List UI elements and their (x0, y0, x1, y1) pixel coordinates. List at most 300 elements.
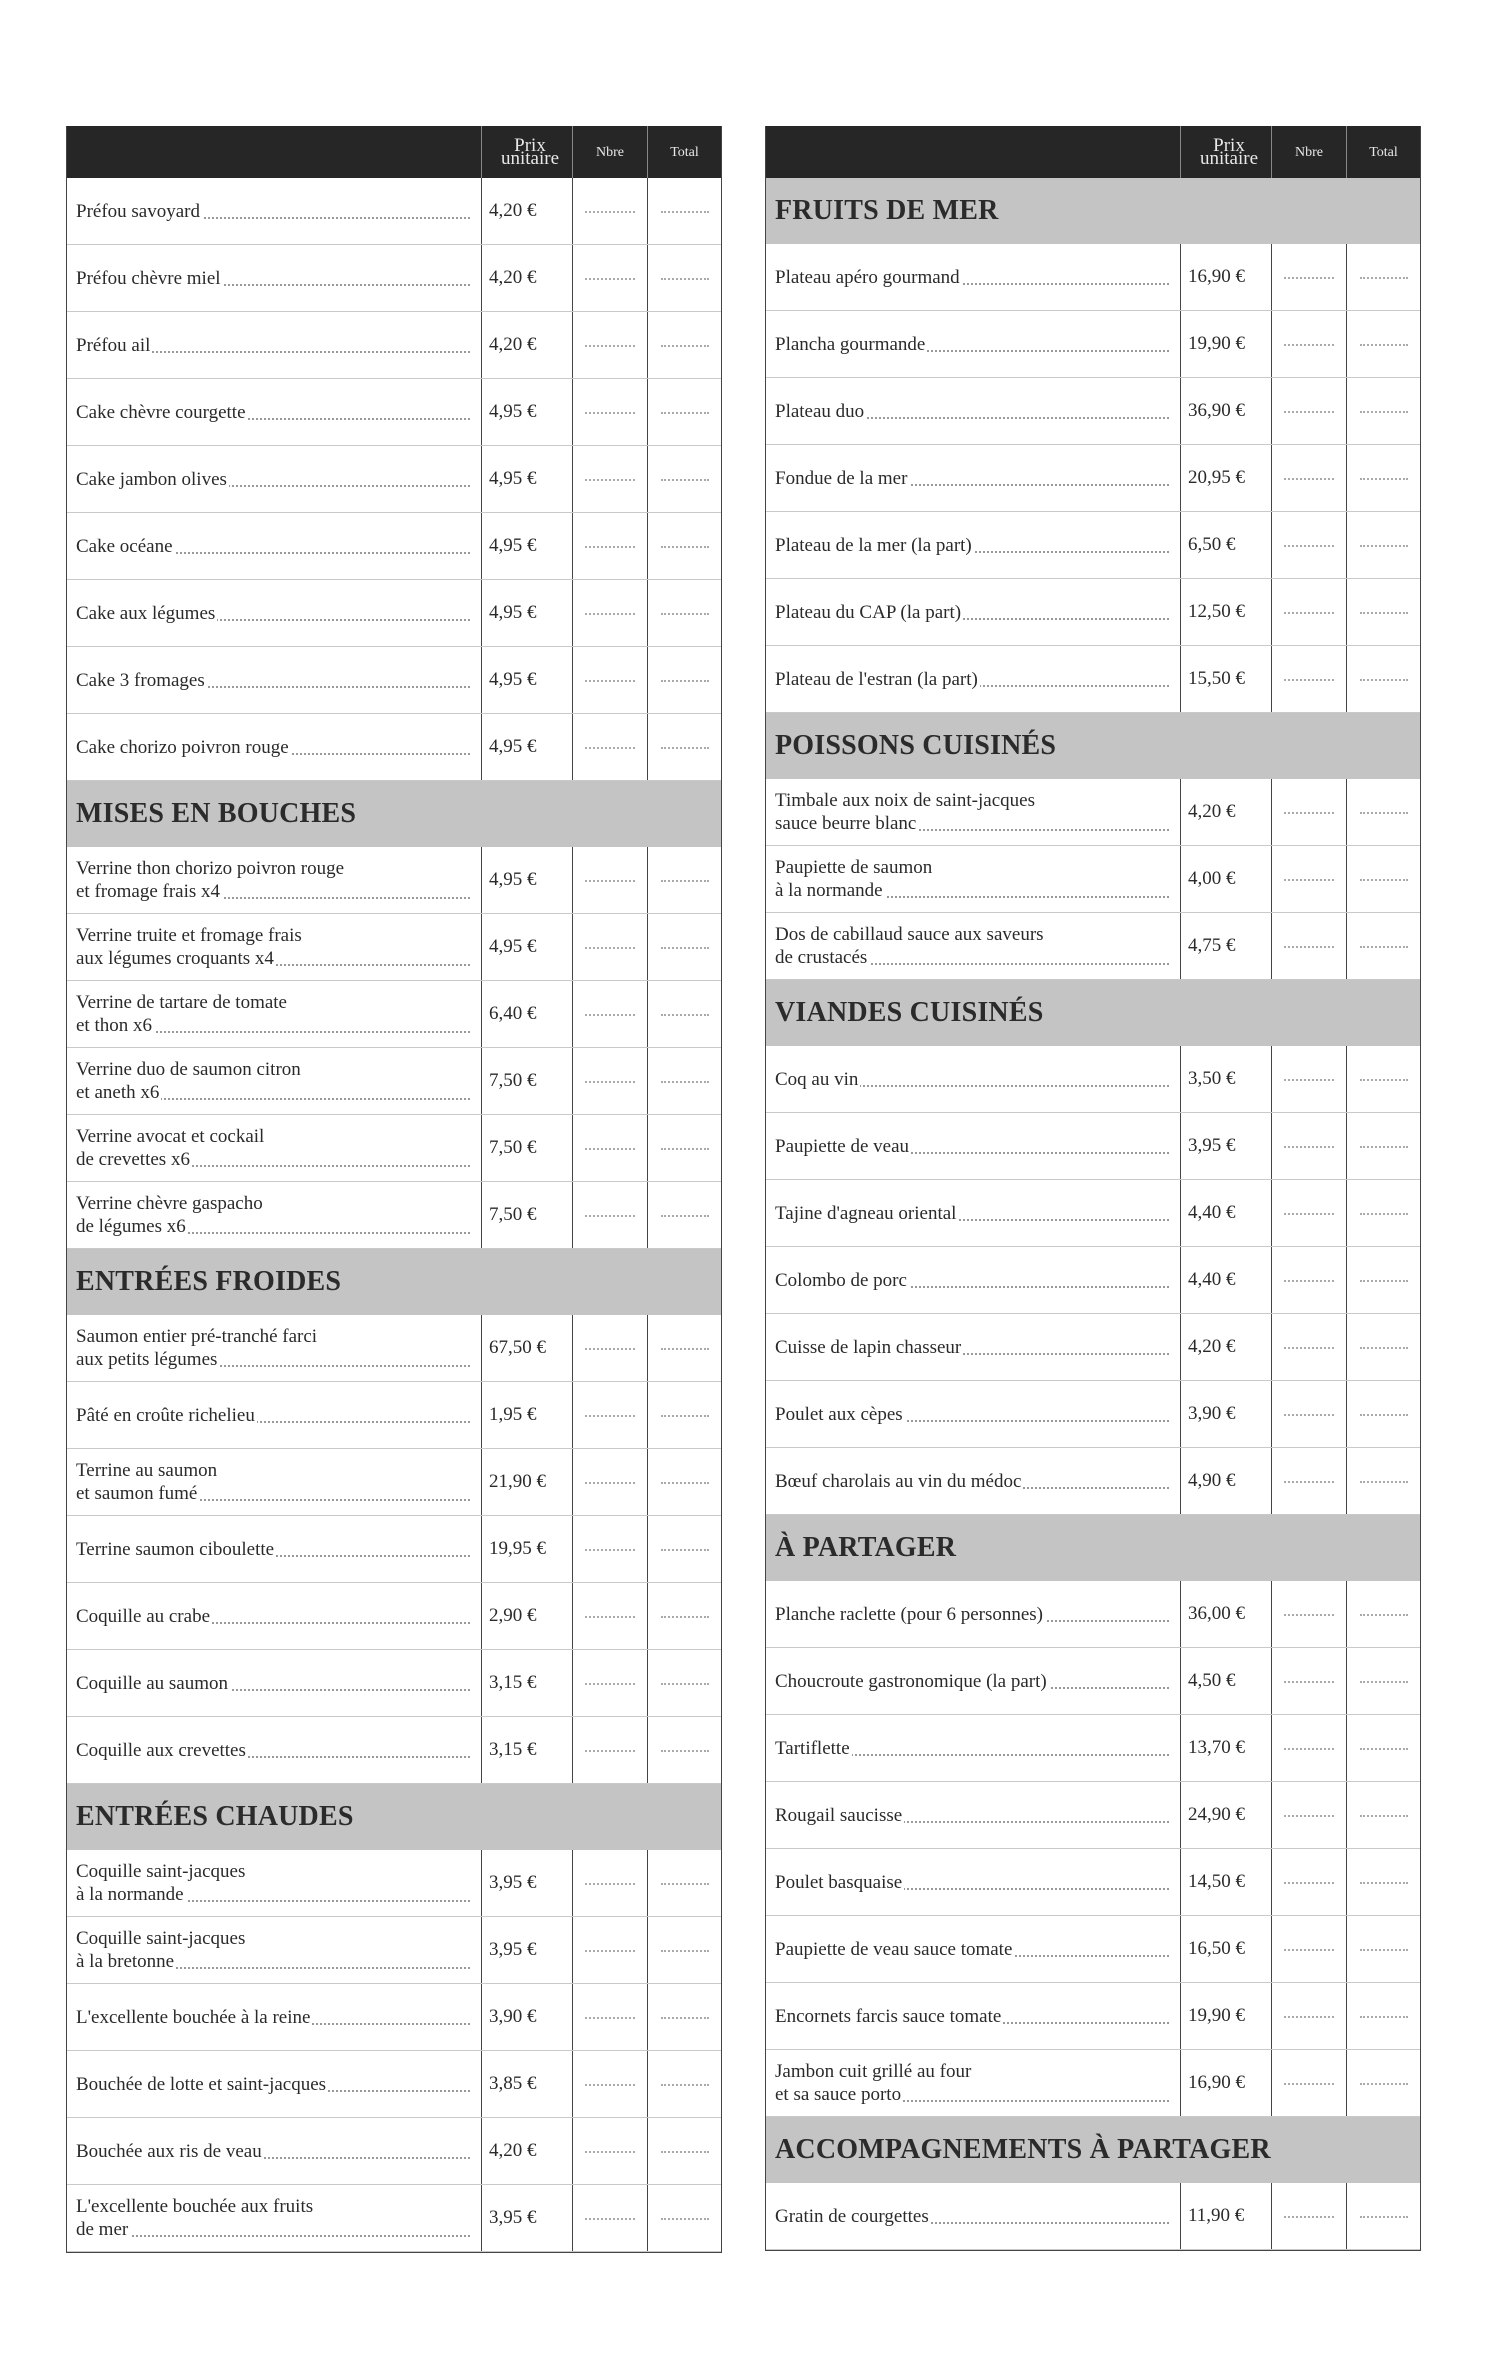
menu-item-row (766, 445, 1420, 512)
quantity-field[interactable] (1284, 1414, 1334, 1416)
quantity-field[interactable] (1284, 545, 1334, 547)
menu-item-name-cell (76, 1315, 470, 1381)
quantity-field[interactable] (585, 1883, 635, 1885)
menu-item-name: Cake chorizo poivron rouge (76, 736, 289, 758)
menu-item-row (67, 1717, 721, 1784)
quantity-field[interactable] (585, 680, 635, 682)
unit-price: 14,50 € (1188, 1871, 1245, 1892)
menu-item-row (67, 513, 721, 580)
total-field[interactable] (1360, 1882, 1408, 1884)
total-field[interactable] (1360, 344, 1408, 346)
header-quantity: Nbre (596, 144, 624, 160)
menu-item-name-cell (775, 378, 1169, 444)
menu-item-row (766, 1046, 1420, 1113)
total-field[interactable] (1360, 1815, 1408, 1817)
quantity-field[interactable] (585, 479, 635, 481)
quantity-field[interactable] (1284, 1079, 1334, 1081)
menu-item-name: Verrine avocat et cockail de crevettes x6 (76, 1126, 265, 1170)
total-field[interactable] (661, 412, 709, 414)
quantity-field[interactable] (1284, 2016, 1334, 2018)
section-header (766, 713, 1420, 779)
total-field[interactable] (1360, 411, 1408, 413)
menu-item-name: Plateau du CAP (la part) (775, 601, 962, 623)
unit-price: 6,50 € (1188, 534, 1236, 555)
quantity-field[interactable] (585, 1081, 635, 1083)
leader-dots (76, 2235, 470, 2237)
menu-item-row (67, 312, 721, 379)
unit-price: 16,90 € (1188, 266, 1245, 287)
unit-price: 4,95 € (489, 736, 537, 757)
total-field[interactable] (661, 2084, 709, 2086)
section-title: ENTRÉES FROIDES (76, 1266, 342, 1297)
menu-item-name: Coquille saint-jacques à la normande (76, 1861, 246, 1905)
menu-item-name-cell (775, 2050, 1169, 2116)
total-field[interactable] (1360, 1414, 1408, 1416)
menu-item-name: Encornets farcis sauce tomate (775, 2005, 1002, 2027)
quantity-field[interactable] (585, 1415, 635, 1417)
quantity-field[interactable] (1284, 1481, 1334, 1483)
menu-item-name: Bouchée de lotte et saint-jacques (76, 2073, 327, 2095)
total-field[interactable] (661, 1081, 709, 1083)
total-field[interactable] (1360, 1481, 1408, 1483)
total-field[interactable] (661, 1750, 709, 1752)
total-field[interactable] (1360, 612, 1408, 614)
menu-item-name-cell (76, 914, 470, 980)
total-field[interactable] (1360, 1614, 1408, 1616)
quantity-field[interactable] (1284, 478, 1334, 480)
quantity-field[interactable] (1284, 1280, 1334, 1282)
quantity-field[interactable] (585, 613, 635, 615)
menu-item-row (67, 1850, 721, 1917)
menu-item-name-cell (76, 312, 470, 378)
menu-item-name: Plateau de la mer (la part) (775, 534, 972, 556)
menu-item-row (67, 2051, 721, 2118)
menu-item-name: Cake aux légumes (76, 602, 216, 624)
menu-item-name: Coquille au saumon (76, 1672, 228, 1694)
menu-item-name-cell (76, 1917, 470, 1983)
total-field[interactable] (661, 2218, 709, 2220)
quantity-field[interactable] (1284, 1146, 1334, 1148)
menu-item-name: Plateau apéro gourmand (775, 266, 960, 288)
quantity-field[interactable] (1284, 1347, 1334, 1349)
menu-item-name: Plateau de l'estran (la part) (775, 668, 978, 690)
menu-item-name-cell (775, 1782, 1169, 1848)
menu-item-row (766, 1581, 1420, 1648)
menu-item-name: Paupiette de veau (775, 1135, 910, 1157)
quantity-field[interactable] (585, 1014, 635, 1016)
unit-price: 13,70 € (1188, 1737, 1245, 1758)
section-title: ACCOMPAGNEMENTS À PARTAGER (775, 2134, 1271, 2165)
quantity-field[interactable] (1284, 612, 1334, 614)
menu-item-row (766, 244, 1420, 311)
quantity-field[interactable] (585, 345, 635, 347)
unit-price: 3,15 € (489, 1672, 537, 1693)
menu-item-name: Jambon cuit grillé au four et sa sauce porto (775, 2061, 972, 2105)
unit-price: 19,90 € (1188, 2005, 1245, 2026)
quantity-field[interactable] (585, 2017, 635, 2019)
total-field[interactable] (1360, 1949, 1408, 1951)
unit-price: 4,95 € (489, 602, 537, 623)
total-field[interactable] (661, 1616, 709, 1618)
quantity-field[interactable] (1284, 879, 1334, 881)
menu-item-row (67, 914, 721, 981)
menu-item-row (766, 779, 1420, 846)
menu-item-name: Terrine saumon ciboulette (76, 1538, 275, 1560)
quantity-field[interactable] (1284, 1815, 1334, 1817)
menu-item-row (67, 714, 721, 781)
unit-price: 15,50 € (1188, 668, 1245, 689)
unit-price: 4,00 € (1188, 868, 1236, 889)
header-total: Total (670, 144, 699, 160)
total-field[interactable] (661, 1148, 709, 1150)
menu-item-row (67, 2118, 721, 2185)
unit-price: 4,95 € (489, 669, 537, 690)
menu-item-name-cell (76, 379, 470, 445)
quantity-field[interactable] (585, 1215, 635, 1217)
quantity-field[interactable] (585, 1482, 635, 1484)
menu-item-name-cell (76, 1182, 470, 1248)
quantity-field[interactable] (585, 1348, 635, 1350)
menu-item-name-cell (775, 1581, 1169, 1647)
menu-item-name: Planche raclette (pour 6 personnes) (775, 1603, 1044, 1625)
menu-item-name: Préfou savoyard (76, 200, 200, 222)
unit-price: 3,15 € (489, 1739, 537, 1760)
unit-price: 19,95 € (489, 1538, 546, 1559)
menu-item-row (766, 311, 1420, 378)
quantity-field[interactable] (585, 2151, 635, 2153)
section-header (766, 2117, 1420, 2183)
menu-item-name-cell (775, 1715, 1169, 1781)
menu-item-row (67, 1449, 721, 1516)
total-field[interactable] (661, 1215, 709, 1217)
header-quantity: Nbre (1295, 144, 1323, 160)
total-field[interactable] (661, 1348, 709, 1350)
section-title: VIANDES CUISINÉS (775, 997, 1044, 1028)
unit-price: 21,90 € (489, 1471, 546, 1492)
total-field[interactable] (661, 345, 709, 347)
quantity-field[interactable] (585, 546, 635, 548)
quantity-field[interactable] (585, 1148, 635, 1150)
menu-item-name-cell (76, 2051, 470, 2117)
quantity-field[interactable] (585, 2218, 635, 2220)
total-field[interactable] (661, 2017, 709, 2019)
total-field[interactable] (1360, 545, 1408, 547)
menu-item-name-cell (775, 646, 1169, 712)
total-field[interactable] (1360, 2083, 1408, 2085)
menu-item-row (67, 1583, 721, 1650)
menu-item-name-cell (76, 1650, 470, 1716)
quantity-field[interactable] (1284, 2083, 1334, 2085)
menu-item-name-cell (76, 1583, 470, 1649)
menu-item-name: Cuisse de lapin chasseur (775, 1336, 962, 1358)
total-field[interactable] (1360, 1681, 1408, 1683)
section-title: ENTRÉES CHAUDES (76, 1801, 354, 1832)
menu-item-name-cell (775, 579, 1169, 645)
unit-price: 4,20 € (489, 2140, 537, 2161)
menu-item-name-cell (775, 1180, 1169, 1246)
menu-item-row (766, 1448, 1420, 1515)
menu-item-name: Coquille au crabe (76, 1605, 211, 1627)
menu-item-name-cell (775, 445, 1169, 511)
menu-item-row (766, 1849, 1420, 1916)
menu-item-name: L'excellente bouchée à la reine (76, 2006, 311, 2028)
menu-item-row (67, 245, 721, 312)
total-field[interactable] (1360, 2016, 1408, 2018)
menu-item-row (67, 1115, 721, 1182)
unit-price: 7,50 € (489, 1137, 537, 1158)
section-title: MISES EN BOUCHES (76, 798, 357, 829)
menu-item-name-cell (775, 846, 1169, 912)
unit-price: 67,50 € (489, 1337, 546, 1358)
menu-item-name-cell (775, 311, 1169, 377)
unit-price: 4,20 € (1188, 801, 1236, 822)
menu-item-row (67, 1917, 721, 1984)
quantity-field[interactable] (585, 1616, 635, 1618)
menu-item-name: Préfou chèvre miel (76, 267, 221, 289)
menu-item-name-cell (76, 580, 470, 646)
unit-price: 4,20 € (489, 267, 537, 288)
quantity-field[interactable] (1284, 1614, 1334, 1616)
quantity-field[interactable] (585, 747, 635, 749)
quantity-field[interactable] (585, 1950, 635, 1952)
total-field[interactable] (661, 2151, 709, 2153)
unit-price: 20,95 € (1188, 467, 1245, 488)
unit-price: 12,50 € (1188, 601, 1245, 622)
unit-price: 4,20 € (489, 334, 537, 355)
unit-price: 4,95 € (489, 468, 537, 489)
menu-item-row (766, 1314, 1420, 1381)
menu-item-row (766, 2050, 1420, 2117)
total-field[interactable] (661, 947, 709, 949)
unit-price: 4,95 € (489, 535, 537, 556)
menu-item-name: Cake jambon olives (76, 468, 227, 490)
section-title: FRUITS DE MER (775, 195, 999, 226)
quantity-field[interactable] (585, 412, 635, 414)
total-field[interactable] (661, 1014, 709, 1016)
menu-item-row (67, 379, 721, 446)
menu-item-name: L'excellente bouchée aux fruits de mer (76, 2196, 314, 2240)
unit-price: 3,90 € (489, 2006, 537, 2027)
menu-item-name: Coq au vin (775, 1068, 859, 1090)
quantity-field[interactable] (585, 278, 635, 280)
menu-item-name: Timbale aux noix de saint-jacques sauce beurre blanc (775, 790, 1035, 834)
menu-item-name: Gratin de courgettes (775, 2205, 929, 2227)
menu-item-name: Pâté en croûte richelieu (76, 1404, 255, 1426)
menu-item-row (67, 580, 721, 647)
total-field[interactable] (1360, 478, 1408, 480)
quantity-field[interactable] (1284, 946, 1334, 948)
menu-item-name-cell (775, 1247, 1169, 1313)
menu-item-name: Coquille saint-jacques à la bretonne (76, 1928, 246, 1972)
quantity-field[interactable] (1284, 679, 1334, 681)
total-field[interactable] (661, 613, 709, 615)
unit-price: 3,95 € (489, 1939, 537, 1960)
quantity-field[interactable] (1284, 1882, 1334, 1884)
menu-item-name-cell (775, 512, 1169, 578)
total-field[interactable] (661, 680, 709, 682)
menu-item-name-cell (76, 446, 470, 512)
menu-item-row (67, 1048, 721, 1115)
menu-item-row (67, 1516, 721, 1583)
menu-item-row (766, 579, 1420, 646)
total-field[interactable] (1360, 812, 1408, 814)
menu-item-name-cell (76, 714, 470, 780)
unit-price: 19,90 € (1188, 333, 1245, 354)
quantity-field[interactable] (585, 1750, 635, 1752)
menu-item-name: Cake chèvre courgette (76, 401, 246, 423)
total-field[interactable] (661, 1482, 709, 1484)
quantity-field[interactable] (1284, 344, 1334, 346)
menu-item-row (67, 981, 721, 1048)
menu-item-name: Verrine de tartare de tomate et thon x6 (76, 992, 287, 1036)
quantity-field[interactable] (585, 211, 635, 213)
quantity-field[interactable] (585, 947, 635, 949)
total-field[interactable] (1360, 1146, 1408, 1148)
menu-item-name: Tartiflette (775, 1737, 850, 1759)
menu-item-name-cell (775, 1113, 1169, 1179)
menu-item-name: Tajine d'agneau oriental (775, 1202, 957, 1224)
menu-item-name-cell (775, 244, 1169, 310)
header-unit-price: Prix unitaire (500, 135, 560, 169)
quantity-field[interactable] (585, 2084, 635, 2086)
menu-item-row (67, 1182, 721, 1249)
unit-price: 4,40 € (1188, 1202, 1236, 1223)
menu-item-row (67, 1984, 721, 2051)
quantity-field[interactable] (1284, 411, 1334, 413)
menu-item-row (766, 1247, 1420, 1314)
total-field[interactable] (1360, 1280, 1408, 1282)
quantity-field[interactable] (585, 1549, 635, 1551)
header-total: Total (1369, 144, 1398, 160)
unit-price: 4,75 € (1188, 935, 1236, 956)
menu-item-name: Plancha gourmande (775, 333, 926, 355)
menu-item-row (766, 1381, 1420, 1448)
menu-item-name-cell (775, 2183, 1169, 2249)
total-field[interactable] (1360, 679, 1408, 681)
menu-item-name: Poulet aux cèpes (775, 1403, 903, 1425)
table-header (766, 126, 1420, 178)
quantity-field[interactable] (1284, 1748, 1334, 1750)
total-field[interactable] (661, 1415, 709, 1417)
unit-price: 7,50 € (489, 1070, 537, 1091)
total-field[interactable] (1360, 1213, 1408, 1215)
section-title: À PARTAGER (775, 1532, 957, 1563)
unit-price: 4,50 € (1188, 1670, 1236, 1691)
quantity-field[interactable] (1284, 1949, 1334, 1951)
total-field[interactable] (661, 211, 709, 213)
menu-item-name: Bœuf charolais au vin du médoc (775, 1470, 1022, 1492)
total-field[interactable] (661, 880, 709, 882)
unit-price: 1,95 € (489, 1404, 537, 1425)
menu-item-name-cell (76, 245, 470, 311)
unit-price: 6,40 € (489, 1003, 537, 1024)
menu-item-name-cell (76, 847, 470, 913)
menu-item-row (766, 1916, 1420, 1983)
order-form-right-column (765, 126, 1421, 2251)
menu-item-row (766, 1715, 1420, 1782)
unit-price: 3,95 € (489, 1872, 537, 1893)
total-field[interactable] (661, 1883, 709, 1885)
total-field[interactable] (661, 278, 709, 280)
quantity-field[interactable] (1284, 277, 1334, 279)
quantity-field[interactable] (585, 880, 635, 882)
total-field[interactable] (1360, 946, 1408, 948)
menu-item-name-cell (76, 1048, 470, 1114)
unit-price: 3,85 € (489, 2073, 537, 2094)
menu-item-name-cell (76, 1382, 470, 1448)
menu-item-row (67, 1315, 721, 1382)
menu-item-name: Verrine truite et fromage frais aux légumes croquants x4 (76, 925, 302, 969)
total-field[interactable] (661, 546, 709, 548)
total-field[interactable] (1360, 2216, 1408, 2218)
menu-item-name: Cake 3 fromages (76, 669, 205, 691)
menu-item-name: Fondue de la mer (775, 467, 908, 489)
section-header (67, 1784, 721, 1850)
unit-price: 4,95 € (489, 401, 537, 422)
total-field[interactable] (661, 1950, 709, 1952)
unit-price: 4,95 € (489, 936, 537, 957)
total-field[interactable] (661, 1683, 709, 1685)
menu-item-row (67, 1650, 721, 1717)
unit-price: 4,20 € (1188, 1336, 1236, 1357)
menu-item-row (67, 446, 721, 513)
section-title: POISSONS CUISINÉS (775, 730, 1057, 761)
quantity-field[interactable] (1284, 812, 1334, 814)
total-field[interactable] (661, 747, 709, 749)
total-field[interactable] (661, 479, 709, 481)
menu-item-name: Poulet basquaise (775, 1871, 903, 1893)
unit-price: 36,00 € (1188, 1603, 1245, 1624)
total-field[interactable] (1360, 277, 1408, 279)
unit-price: 4,90 € (1188, 1470, 1236, 1491)
unit-price: 3,50 € (1188, 1068, 1236, 1089)
menu-item-name: Terrine au saumon et saumon fumé (76, 1460, 218, 1504)
menu-item-name-cell (775, 1849, 1169, 1915)
order-form-left-column (66, 126, 722, 2253)
menu-item-row (67, 178, 721, 245)
menu-item-name: Cake océane (76, 535, 173, 557)
quantity-field[interactable] (1284, 1681, 1334, 1683)
menu-item-name: Rougail saucisse (775, 1804, 903, 1826)
menu-item-name: Bouchée aux ris de veau (76, 2140, 262, 2162)
menu-item-name-cell (775, 1381, 1169, 1447)
unit-price: 16,90 € (1188, 2072, 1245, 2093)
unit-price: 4,20 € (489, 200, 537, 221)
menu-item-name-cell (76, 2118, 470, 2184)
menu-item-name-cell (775, 1983, 1169, 2049)
total-field[interactable] (1360, 1079, 1408, 1081)
unit-price: 7,50 € (489, 1204, 537, 1225)
menu-item-name-cell (76, 513, 470, 579)
menu-item-name-cell (76, 178, 470, 244)
total-field[interactable] (1360, 879, 1408, 881)
total-field[interactable] (1360, 1347, 1408, 1349)
total-field[interactable] (661, 1549, 709, 1551)
menu-item-name: Préfou ail (76, 334, 151, 356)
menu-item-name-cell (76, 1449, 470, 1515)
menu-item-name: Verrine duo de saumon citron et aneth x6 (76, 1059, 301, 1103)
menu-item-name-cell (775, 913, 1169, 979)
menu-item-name-cell (76, 1717, 470, 1783)
menu-item-row (67, 847, 721, 914)
menu-item-row (766, 1180, 1420, 1247)
quantity-field[interactable] (1284, 2216, 1334, 2218)
menu-item-name-cell (775, 1314, 1169, 1380)
total-field[interactable] (1360, 1748, 1408, 1750)
unit-price: 4,40 € (1188, 1269, 1236, 1290)
quantity-field[interactable] (585, 1683, 635, 1685)
quantity-field[interactable] (1284, 1213, 1334, 1215)
